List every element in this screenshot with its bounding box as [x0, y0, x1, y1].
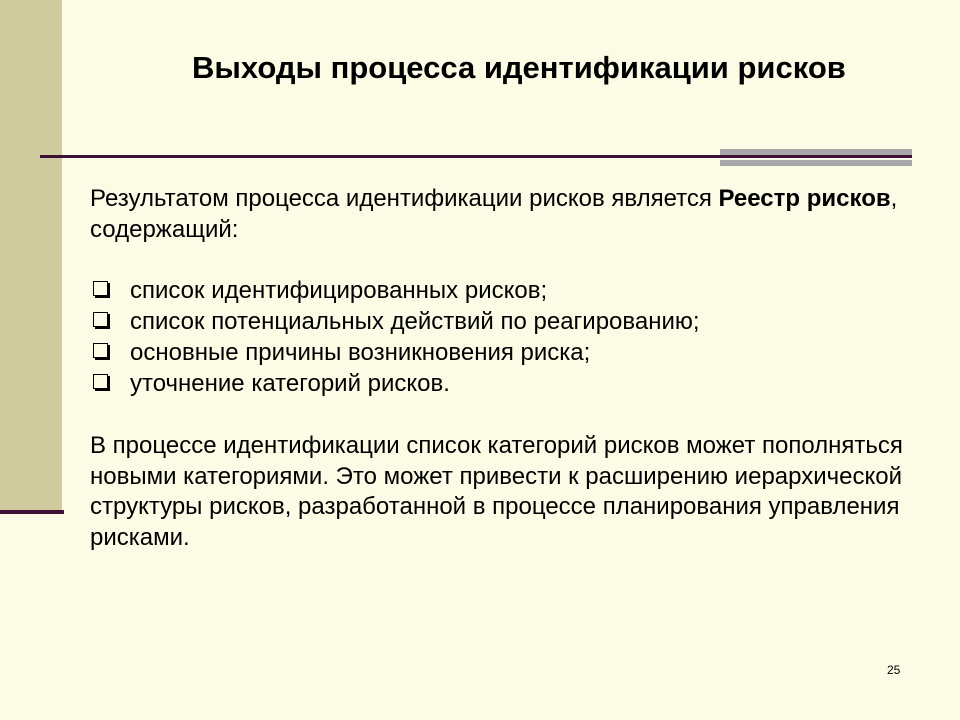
left-decorative-band	[0, 0, 62, 512]
list-item	[90, 337, 910, 368]
list-item-text: уточнение категорий рисков.	[130, 370, 450, 397]
checkbox-square-icon	[93, 374, 108, 389]
list-item	[90, 275, 910, 306]
list-item-text: список идентифицированных рисков;	[130, 277, 548, 304]
intro-text-end: , содержащий:	[90, 185, 898, 243]
bullet-list	[90, 275, 910, 399]
checkbox-square-icon	[93, 343, 108, 358]
page-number: 25	[887, 663, 901, 677]
list-item-text: основные причины возникновения риска;	[130, 339, 591, 366]
intro-bold-term: Реестр рисков	[718, 185, 891, 212]
list-item-text: список потенциальных действий по реагированию;	[130, 308, 700, 335]
title-underline-accent-bottom	[720, 160, 912, 166]
checkbox-square-icon	[93, 312, 108, 327]
closing-paragraph: В процессе идентификации список категорий рисков может пополняться новыми категориями. Это может привести к расширению иерархической структуры рисков, разработанной в процессе планирования управления рисками.	[90, 432, 903, 551]
list-item	[90, 306, 910, 337]
left-band-divider	[0, 510, 64, 514]
list-item	[90, 368, 910, 399]
slide-body	[90, 184, 910, 553]
intro-text-start: Результатом процесса идентификации рисков является	[90, 185, 719, 212]
title-underline	[40, 155, 912, 158]
intro-paragraph	[90, 184, 910, 245]
slide-title: Выходы процесса идентификации рисков	[192, 50, 846, 85]
checkbox-square-icon	[93, 281, 108, 296]
